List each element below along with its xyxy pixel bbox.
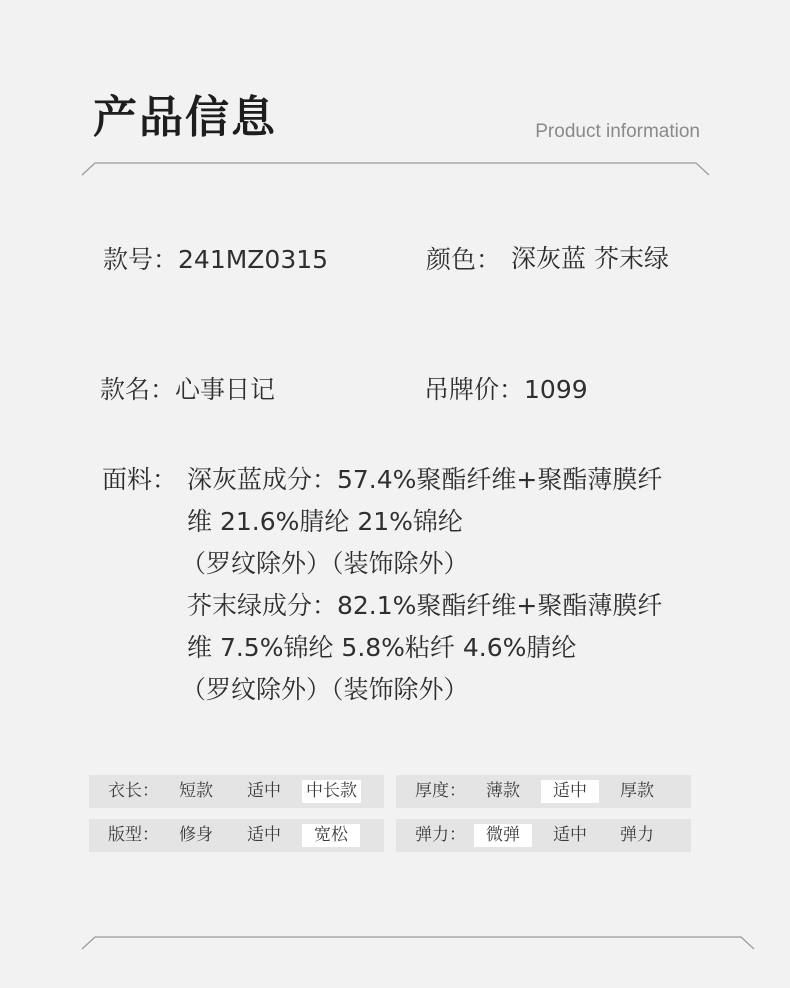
attribute-option: 修身 [179, 825, 213, 845]
attribute-option-selected: 适中 [541, 780, 599, 803]
attribute-option-selected: 宽松 [302, 824, 360, 847]
attribute-length [89, 775, 384, 808]
fabric-line: 维 21.6%腈纶 21%锦纶 [187, 507, 463, 536]
attribute-option: 适中 [553, 825, 587, 845]
top-divider [0, 157, 790, 177]
page-subtitle: Product information [535, 121, 700, 142]
attribute-label: 厚度： [415, 781, 466, 801]
color-label: 颜色： [426, 245, 502, 274]
color-value: 深灰蓝 芥末绿 [511, 244, 669, 273]
style-no-label: 款号： [103, 245, 179, 274]
fabric-composition [181, 459, 727, 711]
style-name-label: 款名： [100, 375, 176, 404]
attribute-elasticity [396, 819, 691, 852]
bottom-divider [0, 931, 790, 951]
attribute-fit [89, 819, 384, 852]
tag-price-field [424, 375, 588, 405]
style-name-value: 心事日记 [175, 375, 276, 404]
attribute-option: 适中 [247, 825, 281, 845]
fabric-line: （罗纹除外）（装饰除外） [181, 549, 469, 578]
attribute-option-selected: 中长款 [302, 780, 361, 803]
fabric-line: 芥末绿成分：82.1%聚酯纤维+聚酯薄膜纤 [187, 591, 663, 620]
attribute-option-selected: 微弹 [474, 824, 532, 847]
tag-price-value: 1099 [524, 375, 588, 404]
tag-price-label: 吊牌价： [424, 375, 525, 404]
attribute-option: 短款 [179, 781, 213, 801]
attribute-option: 厚款 [620, 781, 654, 801]
attribute-label: 弹力： [415, 825, 466, 845]
attribute-option: 弹力 [620, 825, 654, 845]
fabric-line: 深灰蓝成分：57.4%聚酯纤维+聚酯薄膜纤 [187, 465, 663, 494]
page-title: 产品信息 [93, 92, 277, 143]
attribute-label: 衣长： [108, 781, 159, 801]
attribute-option: 适中 [247, 781, 281, 801]
style-no-value: 241MZ0315 [178, 245, 329, 274]
fabric-line: （罗纹除外）（装饰除外） [181, 675, 469, 704]
style-no-field [103, 245, 328, 275]
attribute-option: 薄款 [486, 781, 520, 801]
fabric-label: 面料： [102, 465, 178, 494]
attribute-thickness [396, 775, 691, 808]
style-name-field [100, 375, 275, 405]
fabric-line: 维 7.5%锦纶 5.8%粘纤 4.6%腈纶 [187, 633, 577, 662]
attribute-label: 版型： [108, 825, 159, 845]
